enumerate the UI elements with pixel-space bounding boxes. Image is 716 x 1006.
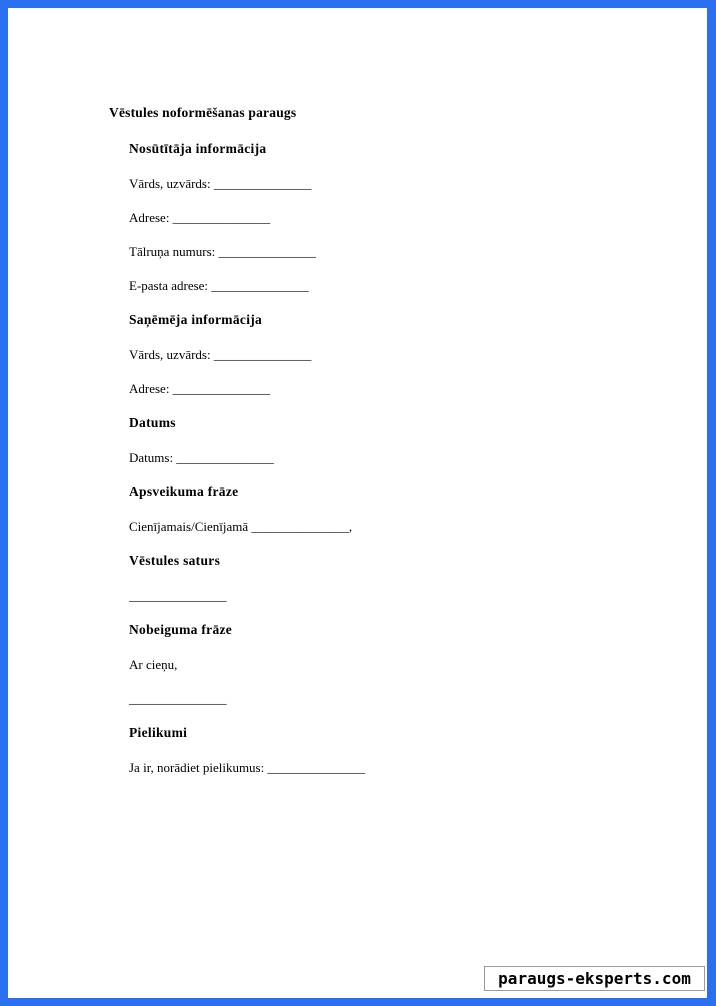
document-page — [8, 8, 707, 998]
closing-line: Ar cieņu, — [129, 657, 178, 672]
document-title: Vēstules noformēšanas paraugs — [109, 105, 297, 120]
sender-name-line: Vārds, uzvārds: _______________ — [129, 176, 312, 191]
recipient-heading: Saņēmēja informācija — [129, 312, 263, 327]
recipient-address-line: Adrese: _______________ — [129, 381, 271, 396]
site-watermark: paraugs-eksperts.com — [484, 966, 705, 991]
date-line: Datums: _______________ — [129, 450, 274, 465]
recipient-name-line: Vārds, uzvārds: _______________ — [129, 347, 312, 362]
attachments-line: Ja ir, norādiet pielikumus: _______________ — [129, 760, 365, 775]
content-heading: Vēstules saturs — [129, 553, 221, 568]
closing-heading: Nobeiguma frāze — [129, 622, 233, 637]
greeting-heading: Apsveikuma frāze — [129, 484, 239, 499]
content-line: _______________ — [129, 588, 227, 603]
date-heading: Datums — [129, 415, 176, 430]
attachments-heading: Pielikumi — [129, 725, 188, 740]
sender-address-line: Adrese: _______________ — [129, 210, 271, 225]
sender-phone-line: Tālruņa numurs: _______________ — [129, 244, 317, 259]
greeting-line: Cienījamais/Cienījamā _______________, — [129, 519, 353, 534]
sender-heading: Nosūtītāja informācija — [129, 141, 267, 156]
sender-email-line: E-pasta adrese: _______________ — [129, 278, 309, 293]
signature-line: _______________ — [129, 691, 227, 706]
